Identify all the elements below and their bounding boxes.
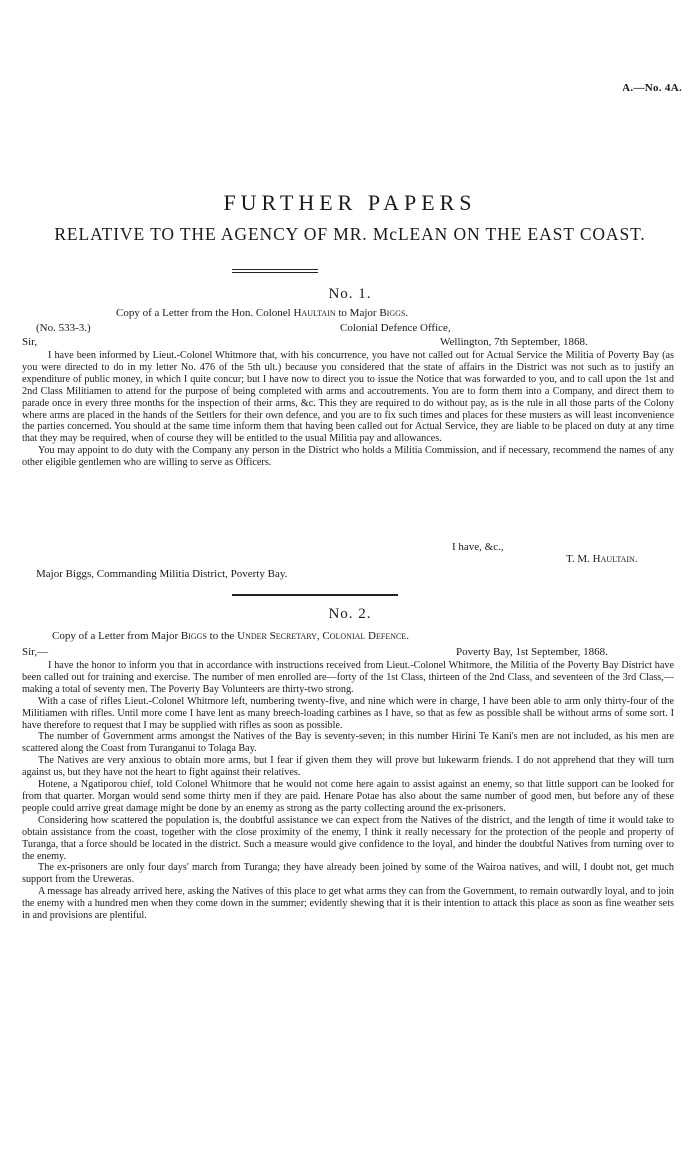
letter2-paragraph: Hotene, a Ngatiporou chief, told Colonel Whitmore that he would not come here again to assist against an enemy, so that little support can be looked for from that quarter. Morgan would send some thirty men if they are paid. Henare Potae has also about the same number of good men, but before any of these people could arrive great damage might be done by an enemy as strong as the party collecting around the ex-prisoners. [22,779,674,814]
letter1-signature: T. M. Haultain. [566,553,638,565]
letter1-caption-mid: to Major [335,307,380,319]
letter2-paragraph: The ex-prisoners are only four days' march from Turanga; they have already been joined by some of the Wairoa natives, and will, I doubt not, get much support from the Ureweras. [22,862,674,886]
letter2-caption-name2: Under Secretary, Colonial Defence [237,630,407,642]
letter1-caption-name1: Haultain [293,307,336,319]
letter1-caption-post: . [405,307,409,319]
paper-reference: A.—No. 4A. [622,82,682,94]
letter1-place-date: Wellington, 7th September, 1868. [440,336,588,348]
letter2-caption-pre: Copy of a Letter from Major [52,630,181,642]
letter1-ref-no: (No. 533-3.) [36,322,91,334]
letter1-body [22,350,674,469]
letter2-number: No. 2. [328,606,372,622]
letter2-caption-post: . [406,630,409,642]
letter1-number: No. 1. [328,286,372,302]
letter1-closing: I have, &c., [452,541,504,553]
letter2-paragraph: Considering how scattered the population is, the doubtful assistance we can expect from the Natives of the district, and the length of time it would take to obtain assistance from the coast, together with the close proximity of the enemy, I think it really necessary for the protection of the people and property of Turanga, that a force should be located in the district. Such a measure would give confidence to the loyal, and hinder the doubtful Natives from turning over to the enemy. [22,814,674,862]
letter2-caption-mid: to the [206,630,238,642]
letter1-paragraph: You may appoint to do duty with the Company any person in the District who holds a Militia Commission, and if necessary, recommend the names of any other eligible gentlemen who are willing to serve as Officers. [22,445,674,469]
letter1-addressee: Major Biggs, Commanding Militia District, Poverty Bay. [36,568,288,580]
letter2-caption [52,630,409,643]
letter1-caption [116,307,408,320]
letter2-caption-name1: Biggs [180,630,207,642]
letter1-salutation: Sir, [22,336,38,348]
letter2-paragraph: With a case of rifles Lieut.-Colonel Whitmore left, numbering twenty-five, and nine which were in charge, I have been able to arm only thirty-four of the Militiamen with rifles. Until more come I have lent as many breech-loading carbines as I have, so that as few as possible shall be without arms of some sort. I have therefore to request that I may be supplied with rifles as soon as possible. [22,695,674,731]
title-divider-2 [232,272,318,273]
letter2-paragraph: A message has already arrived here, asking the Natives of this place to get what arms they can from the Government, to remain outwardly loyal, and to join the enemy with a hundred men when they come down in the summer; evidently shewing that it is their intention to attack this place as soon as fine weather sets in and provisions are plentiful. [22,886,674,922]
section-divider [232,594,398,596]
letter1-caption-name2: Biggs [379,307,406,319]
letter2-paragraph: The number of Government arms amongst the Natives of the Bay is seventy-seven; in this number Hirini Te Kani's men are not included, as his men are scattered along the Coast from Turanganui to Tolaga Bay. [22,731,674,755]
letter2-paragraph: I have the honor to inform you that in accordance with instructions received from Lieut.-Colonel Whitmore, the Militia of the Poverty Bay District have been called out for training and exercise. The number of men enrolled are—forty of the 1st Class, thirteen of the 2nd Class, and seventeen of the 3rd Class,—making a total of seventy men. The Poverty Bay Volunteers are thirty-two strong. [22,660,674,695]
letter2-place-date: Poverty Bay, 1st September, 1868. [456,646,608,658]
letter2-body [22,660,674,922]
letter1-office: Colonial Defence Office, [340,322,451,334]
letter2-salutation: Sir,— [22,646,49,658]
letter1-paragraph: I have been informed by Lieut.-Colonel Whitmore that, with his concurrence, you have not called out for Actual Service the Militia of Poverty Bay (as you were directed to do in my letter No. 476 of the 5th ult.) because you considered that the state of affairs in the District was not such as to justify an expenditure of public money, in which I quite concur; but I have now to direct you to issue the Notice that was forwarded to you, and to call upon the 1st and 2nd Class Militiamen to attend for the purpose of being completed with arms and accoutrements. You are to form them into a Company, and direct them to parade once in every three months for the inspection of their arms, &c. This they are required to do without pay, as is the rule in all those parts of the Colony where arms are placed in the hands of the Settlers for their own defence, and you are to fix such times and places for these musters as will least inconvenience the parties concerned. You should at the same time inform them that having been called out for Actual Service, they are liable to be placed on duty at any time that they may be required, when of course they will be entitled to the usual Militia pay and allowances. [22,350,674,445]
document-subtitle: RELATIVE TO THE AGENCY OF MR. McLEAN ON THE EAST COAST. [54,224,646,244]
letter2-paragraph: The Natives are very anxious to obtain more arms, but I fear if given them they will prove but lukewarm friends. I do not apprehend that they will turn against us, but they have not the heart to fight against their relatives. [22,755,674,779]
letter1-caption-pre: Copy of a Letter from the Hon. Colonel [116,307,294,319]
title-divider [232,269,318,270]
document-title: FURTHER PAPERS [223,190,477,215]
